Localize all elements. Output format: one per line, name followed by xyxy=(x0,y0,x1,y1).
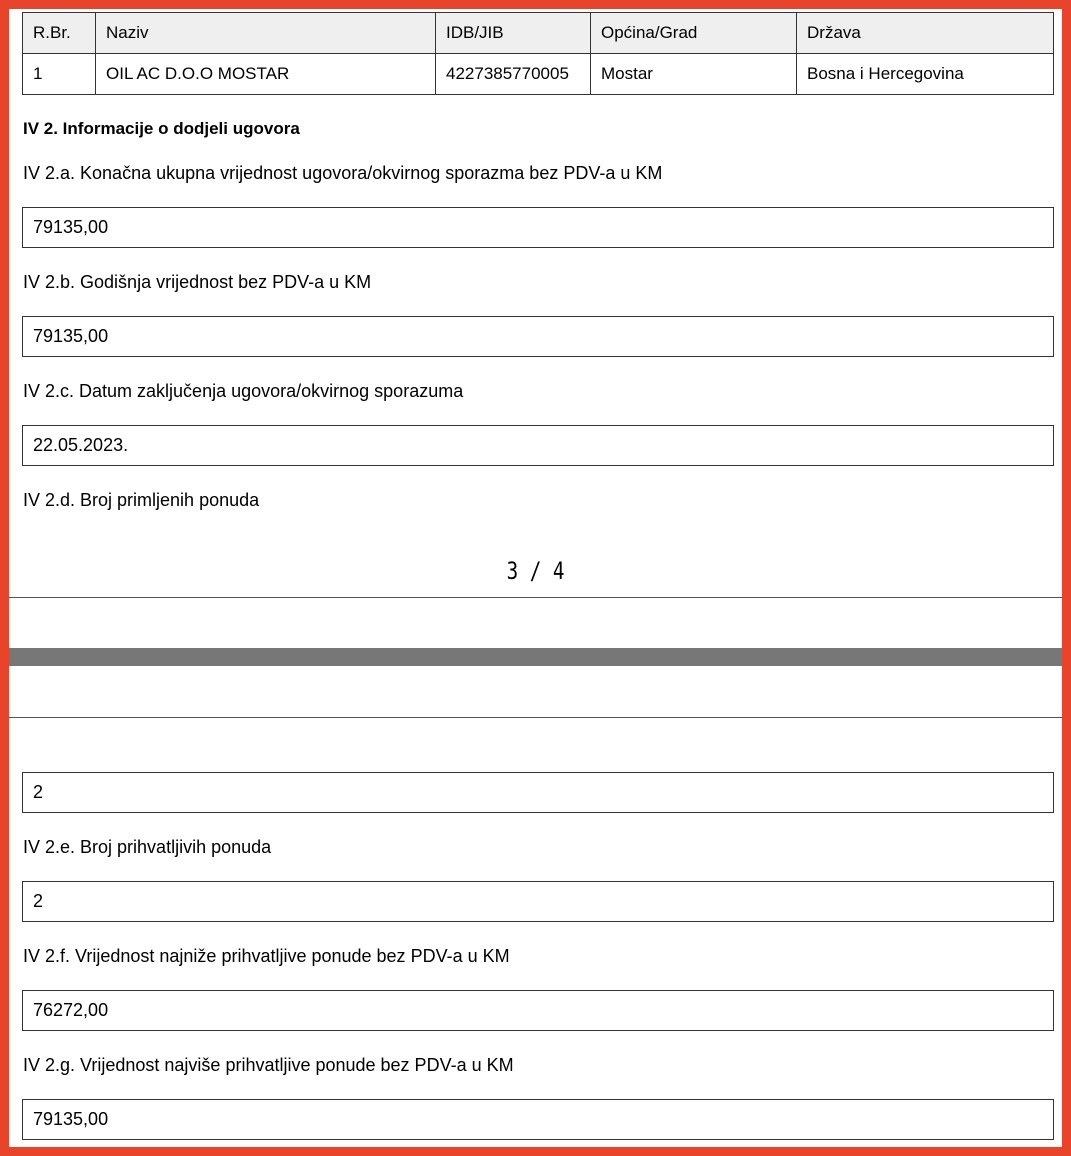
highest-offer-text: 79135,00 xyxy=(33,1109,109,1129)
field-label-received-offers: IV 2.d. Broj primljenih ponuda xyxy=(23,490,260,510)
col-header-drzava: Država xyxy=(797,13,1054,54)
acceptable-offers-text: 2 xyxy=(33,891,44,911)
field-label-lowest-offer: IV 2.f. Vrijednost najniže prihvatljive ponude bez PDV-a u KM xyxy=(23,946,510,966)
field-value-lowest-offer xyxy=(22,990,1054,1031)
section-heading: IV 2. Informacije o dodjeli ugovora xyxy=(23,119,300,138)
field-value-received-offers xyxy=(22,772,1054,813)
vendors-table xyxy=(22,12,1054,95)
field-label-contract-date: IV 2.c. Datum zaključenja ugovora/okvirnog sporazuma xyxy=(23,381,464,401)
page-bottom-border xyxy=(9,597,1062,598)
lowest-offer-text: 76272,00 xyxy=(33,1000,109,1020)
table-header-row xyxy=(23,13,1054,54)
field-label-highest-offer: IV 2.g. Vrijednost najviše prihvatljive ponude bez PDV-a u KM xyxy=(23,1055,514,1075)
field-label-final-value: IV 2.a. Konačna ukupna vrijednost ugovora/okvirnog sporazma bez PDV-a u KM xyxy=(23,163,663,183)
field-value-annual-value xyxy=(22,316,1054,357)
cell-rbr: 1 xyxy=(23,54,96,95)
cell-drzava: Bosna i Hercegovina xyxy=(797,54,1054,95)
field-label-acceptable-offers: IV 2.e. Broj prihvatljivih ponuda xyxy=(23,837,272,857)
cell-opcina-grad: Mostar xyxy=(591,54,797,95)
document-viewer xyxy=(9,9,1062,1147)
contract-date-text: 22.05.2023. xyxy=(33,435,129,455)
col-header-naziv: Naziv xyxy=(96,13,436,54)
cell-idb-jib: 4227385770005 xyxy=(436,54,591,95)
table-row xyxy=(23,54,1054,95)
page-number: 3 / 4 xyxy=(506,557,565,585)
col-header-opcina-grad: Općina/Grad xyxy=(591,13,797,54)
page-separator xyxy=(9,648,1062,666)
col-header-rbr: R.Br. xyxy=(23,13,96,54)
received-offers-text: 2 xyxy=(33,782,44,802)
page-top-border xyxy=(9,717,1062,718)
col-header-idb-jib: IDB/JIB xyxy=(436,13,591,54)
field-value-acceptable-offers xyxy=(22,881,1054,922)
field-value-highest-offer xyxy=(22,1099,1054,1140)
field-label-annual-value: IV 2.b. Godišnja vrijednost bez PDV-a u KM xyxy=(23,272,372,292)
field-value-contract-date xyxy=(22,425,1054,466)
final-value-text: 79135,00 xyxy=(33,217,109,237)
annual-value-text: 79135,00 xyxy=(33,326,109,346)
field-value-final-value xyxy=(22,207,1054,248)
cell-naziv: OIL AC D.O.O MOSTAR xyxy=(96,54,436,95)
